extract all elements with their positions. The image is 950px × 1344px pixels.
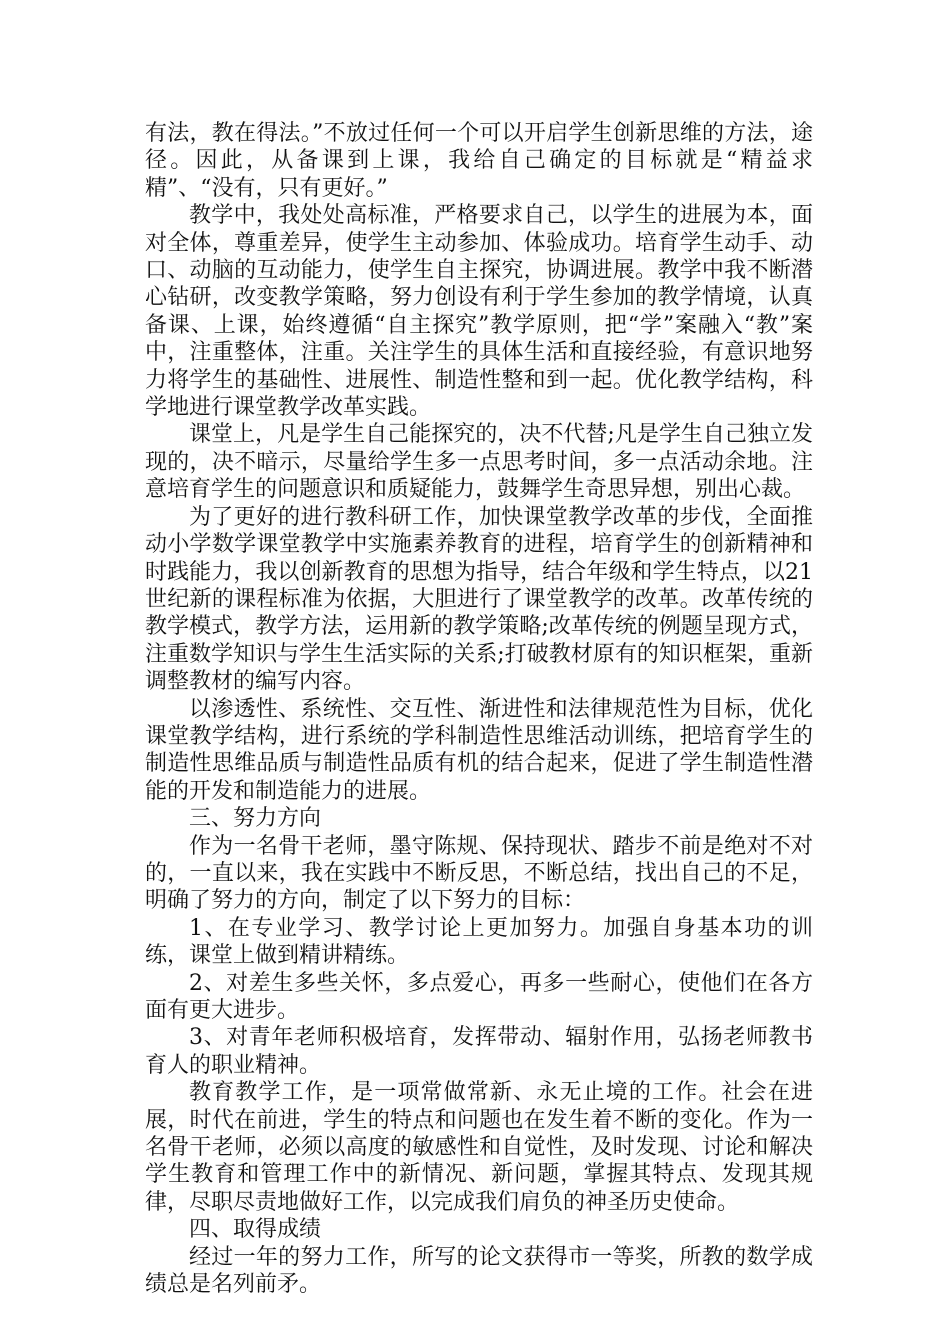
paragraph-teaching-standards: 教学中，我处处高标准，严格要求自己，以学生的进展为本，面对全体，尊重差异，使学生主动参加、体验成功。培育学生动手、动口、动脑的互动能力，使学生自主探究，协调进展。教学中我不断潜心钻研，改变教学策略，努力创设有利于学生参加的教学情境，认真备课、上课，始终遵循“自主探究”教学原则，把“学”案融入“教”案中，注重整体，注重。关注学生的具体生活和直接经验，有意识地努力将学生的基础性、进展性、制造性整和到一起。优化教学结构，科学地进行课堂教学改革实践。 — [145, 203, 814, 421]
paragraph-reflection: 作为一名骨干老师，墨守陈规、保持现状、踏步不前是绝对不对的，一直以来，我在实践中不断反思，不断总结，找出自己的不足，明确了努力的方向，制定了以下努力的目标： — [145, 833, 813, 914]
list-item-3: 3、对青年老师积极培育，发挥带动、辐射作用，弘扬老师教书育人的职业精神。 — [145, 1025, 813, 1078]
paragraph-goals: 以渗透性、系统性、交互性、渐进性和法律规范性为目标，优化课堂教学结构，进行系统的学科制造性思维活动训练，把培育学生的制造性思维品质与制造性品质有机的结合起来，促进了学生制造性潜能的开发和制造能力的进展。 — [145, 696, 813, 804]
paragraph-mission: 教育教学工作，是一项常做常新、永无止境的工作。社会在进展，时代在前进，学生的特点和问题也在发生着不断的变化。作为一名骨干老师，必须以高度的敏感性和自觉性，及时发现、讨论和解决学生教育和管理工作中的新情况、新问题，掌握其特点、发现其规律，尽职尽责地做好工作，以完成我们肩负的神圣历史使命。 — [145, 1080, 813, 1215]
section-heading-achievements: 四、取得成绩 — [189, 1217, 322, 1243]
list-item-1: 1、在专业学习、教学讨论上更加努力。加强自身基本功的训练，课堂上做到精讲精练。 — [145, 915, 813, 969]
paragraph-achievements: 经过一年的努力工作，所写的论文获得市一等奖，所教的数学成绩总是名列前矛。 — [145, 1244, 813, 1298]
section-heading-direction: 三、努力方向 — [189, 806, 322, 832]
paragraph-continuation: 有法，教在得法。”不放过任何一个可以开启学生创新思维的方法，途径。因此，从备课到上课，我给自己确定的目标就是“精益求精”、“没有，只有更好。” — [145, 121, 813, 201]
paragraph-reform: 为了更好的进行教科研工作，加快课堂教学改革的步伐，全面推动小学数学课堂教学中实施素养教育的进程，培育学生的创新精神和时践能力，我以创新教育的思想为指导，结合年级和学生特点，以21世纪新的课程标准为依据，大胆进行了课堂教学的改革。改革传统的教学模式，教学方法，运用新的教学策略;改革传统的例题呈现方式，注重数学知识与学生生活实际的关系;打破教材原有的知识框架，重新调整教材的编写内容。 — [145, 504, 813, 695]
list-item-2: 2、对差生多些关怀，多点爱心，再多一些耐心，使他们在各方面有更大进步。 — [145, 970, 813, 1023]
paragraph-classroom: 课堂上，凡是学生自己能探究的，决不代替;凡是学生自己独立发现的，决不暗示，尽量给学生多一点思考时间，多一点活动余地。注意培育学生的问题意识和质疑能力，鼓舞学生奇思异想，别出心裁。 — [145, 422, 813, 503]
document-body — [145, 120, 813, 1298]
